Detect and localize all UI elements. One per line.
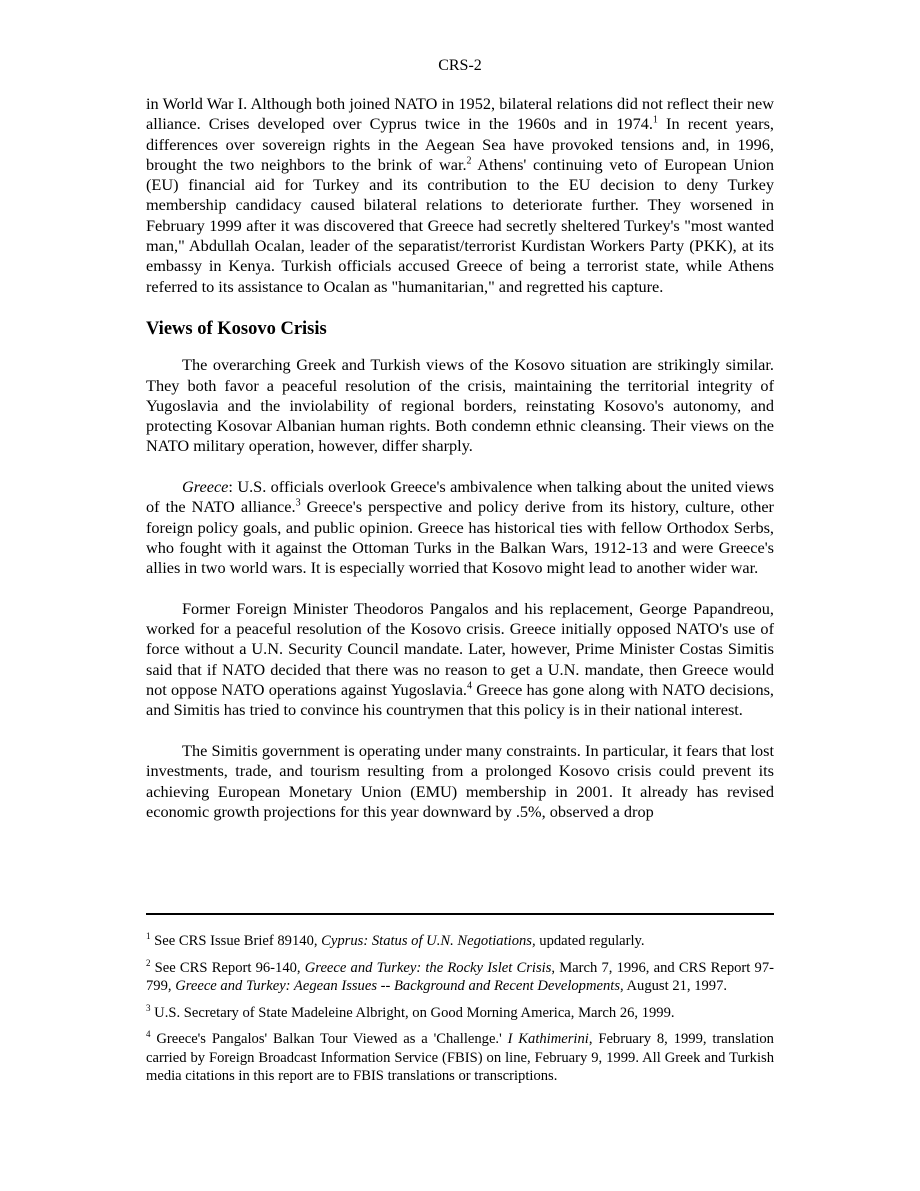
footnotes-section (146, 932, 774, 1094)
footnote-4-number: 4 (146, 1029, 151, 1040)
footnote-1-text-a: See CRS Issue Brief 89140, (150, 933, 322, 949)
paragraph-intro-part-a: in World War I. Although both joined NATO in 1952, bilateral relations did not reflect their new alliance. Crises developed over Cyprus twice in the 1960s and in 1974. (146, 94, 774, 134)
footnote-3 (146, 1004, 774, 1023)
footnote-1-number: 1 (146, 931, 151, 942)
footnote-4 (146, 1030, 774, 1086)
footnote-divider (146, 913, 774, 915)
footnote-2-text-b: , March 7, 1996, and CRS Report 97-799, (146, 959, 774, 994)
footnote-3-text: U.S. Secretary of State Madeleine Albright, on Good Morning America, March 26, 1999. (150, 1004, 675, 1021)
paragraph-intro-part-b: In recent years, differences over sovereign rights in the Aegean Sea have provoked tensions and, in 1996, brought the two neighbors to the brink of war. (146, 114, 774, 174)
paragraph-greece (146, 477, 774, 578)
footnote-1-text-b: updated regularly. (535, 933, 645, 949)
footnote-2-number: 2 (146, 957, 151, 968)
paragraph-greece-part-b: Greece's perspective and policy derive from its history, culture, other foreign policy goals, and public opinion. Greece has historical ties with fellow Orthodox Serbs, who fought with it against the Ottoman Turks in the Balkan Wars, 1912-13 and were Greece's allies in two world wars. It is especially worried that Kosovo might lead to another wider war. (146, 497, 774, 578)
paragraph-intro (146, 94, 774, 297)
footnote-ref-2[interactable]: 2 (466, 155, 472, 167)
paragraph-simitis: The Simitis government is operating under many constraints. In particular, it fears that lost investments, trade, and tourism resulting from a prolonged Kosovo crisis could prevent its achieving European Monetary Union (EMU) membership in 2001. It already has revised economic growth projections for this year downward by .5%, observed a drop (146, 740, 774, 821)
footnote-1-title: Cyprus: Status of U.N. Negotiations, (321, 933, 536, 949)
footnote-ref-4[interactable]: 4 (467, 680, 472, 692)
paragraph-greece-part-a: : U.S. officials overlook Greece's ambivalence when talking about the united views of the NATO alliance. (146, 477, 774, 517)
footnote-ref-3[interactable]: 3 (295, 497, 301, 509)
page-number-header: CRS-2 (438, 57, 482, 74)
section-heading: Views of Kosovo Crisis (146, 319, 327, 340)
footnote-2-text-a: See CRS Report 96-140, (150, 959, 305, 976)
footnote-1 (146, 932, 774, 951)
footnote-4-text-b: , February 8, 1999, translation carried by Foreign Broadcast Information Service (FBIS) on line, February 9, 1999. All Greek and Turkish media citations in this report are to FBIS translations or transcriptions. (146, 1031, 774, 1084)
footnote-2-title-1: Greece and Turkey: the Rocky Islet Crisis (304, 959, 552, 976)
footnote-2-text-c: , August 21, 1997. (620, 978, 728, 994)
footnote-2-title-2: Greece and Turkey: Aegean Issues -- Background and Recent Developments (175, 978, 621, 994)
paragraph-greece-lead: Greece (182, 477, 229, 497)
footnote-4-title: I Kathimerini (507, 1031, 589, 1047)
paragraph-pangalos-part-b: Greece has gone along with NATO decisions, and Simitis has tried to convince his countrymen that this policy is in their national interest. (146, 680, 774, 720)
footnote-4-text-a: Greece's Pangalos' Balkan Tour Viewed as a 'Challenge.' (150, 1031, 508, 1047)
paragraph-intro-part-c: Athens' continuing veto of European Union (EU) financial aid for Turkey and its contribution to the EU decision to deny Turkey membership candidacy caused bilateral relations to deteriorate further. They worsened in February 1999 after it was discovered that Greece had secretly sheltered Turkey's "most wanted man," Abdullah Ocalan, leader of the separatist/terrorist Kurdistan Workers Party (PKK), at its embassy in Kenya. Turkish officials accused Greece of being a terrorist state, while Athens referred to its assistance to Ocalan as "humanitarian," and regretted his capture. (146, 154, 775, 296)
footnote-ref-1[interactable]: 1 (652, 114, 658, 126)
paragraph-pangalos-part-a: Former Foreign Minister Theodoros Pangalos and his replacement, George Papandreou, worked for a peaceful resolution of the Kosovo crisis. Greece initially opposed NATO's use of force without a U.N. Security Council mandate. Later, however, Prime Minister Costas Simitis said that if NATO decided that there was no reason to get a U.N. mandate, then Greece would not oppose NATO operations against Yugoslavia. (146, 598, 774, 700)
body-text (146, 94, 774, 842)
paragraph-pangalos (146, 599, 774, 721)
footnote-2 (146, 959, 774, 996)
paragraph-overview: The overarching Greek and Turkish views of the Kosovo situation are strikingly similar. They both favor a peaceful resolution of the crisis, maintaining the territorial integrity of Yugoslavia and the inviolability of regional borders, reinstating Kosovo's autonomy, and protecting Kosovar Albanian human rights. Both condemn ethnic cleansing. Their views on the NATO military operation, however, differ sharply. (146, 355, 774, 456)
footnote-3-number: 3 (146, 1002, 151, 1013)
